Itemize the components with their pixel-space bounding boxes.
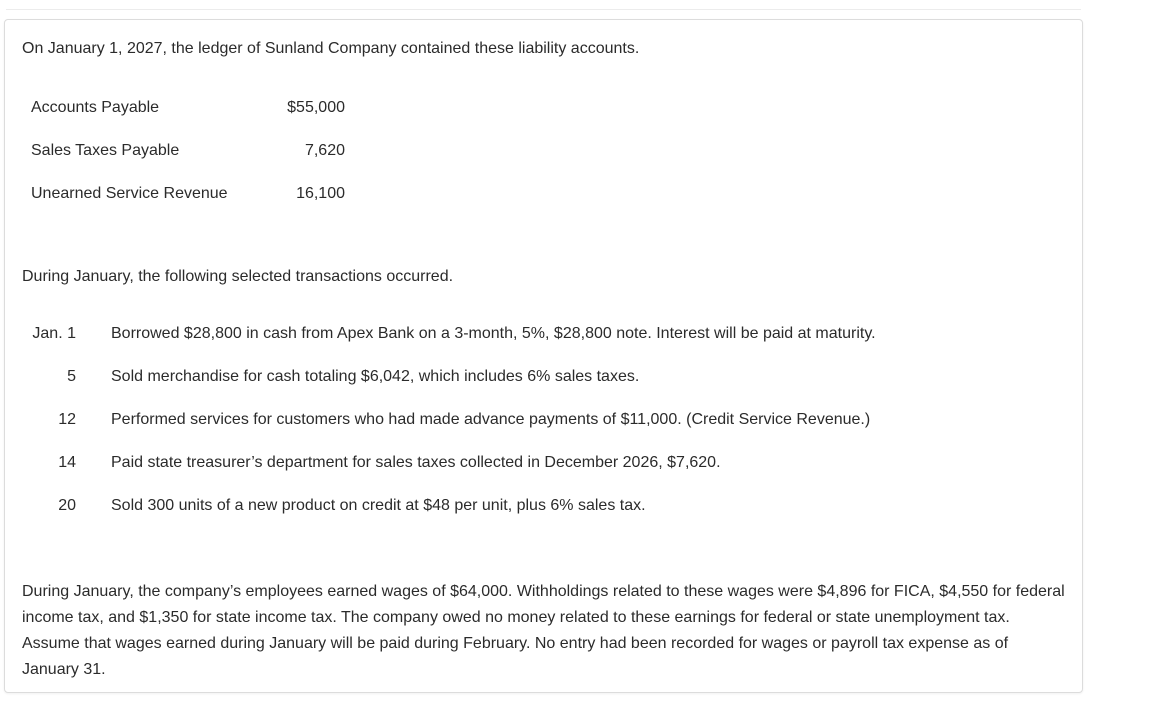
ledger-account-name: Accounts Payable <box>31 99 160 116</box>
transaction-description: Paid state treasurer’s department for sales taxes collected in December 2026, $7,620. <box>111 454 721 471</box>
transaction-date: 20 <box>58 497 76 514</box>
transactions-intro-text: During January, the following selected transactions occurred. <box>22 268 454 285</box>
transaction-description: Sold merchandise for cash totaling $6,042, which includes 6% sales taxes. <box>111 368 640 385</box>
ledger-account-amount: $55,000 <box>287 99 345 116</box>
transaction-date: Jan. 1 <box>32 325 76 342</box>
intro-text: On January 1, 2027, the ledger of Sunland Company contained these liability accounts. <box>22 40 640 57</box>
transaction-description: Borrowed $28,800 in cash from Apex Bank on a 3-month, 5%, $28,800 note. Interest will be paid at maturity. <box>111 325 876 342</box>
transaction-row <box>31 495 1071 538</box>
transaction-row <box>31 323 1071 366</box>
transaction-row <box>31 366 1071 409</box>
ledger-account-amount: 16,100 <box>296 185 345 202</box>
top-divider <box>6 9 1081 10</box>
transaction-description: Sold 300 units of a new product on credit at $48 per unit, plus 6% sales tax. <box>111 497 646 514</box>
wages-paragraph: During January, the company’s employees earned wages of $64,000. Withholdings related to these wages were $4,896 for FICA, $4,550 for federal income tax, and $1,350 for state income tax. The company owed no money related to these earnings for federal or state unemployment tax. Assume that wages earned during January will be paid during February. No entry had been recorded for wages or payroll tax expense as of January 31. <box>22 583 1065 678</box>
ledger-account-name: Sales Taxes Payable <box>31 142 180 159</box>
ledger-row <box>31 97 351 140</box>
ledger-account-amount: 7,620 <box>304 142 345 159</box>
transaction-date: 12 <box>58 411 76 428</box>
ledger-table <box>31 97 351 226</box>
ledger-account-name: Unearned Service Revenue <box>31 185 228 202</box>
transactions-table <box>31 323 1071 538</box>
transaction-date: 14 <box>58 454 76 471</box>
question-card <box>4 19 1083 693</box>
transaction-row <box>31 452 1071 495</box>
ledger-row <box>31 140 351 183</box>
transaction-description: Performed services for customers who had made advance payments of $11,000. (Credit Service Revenue.) <box>111 411 871 428</box>
transaction-row <box>31 409 1071 452</box>
ledger-row <box>31 183 351 226</box>
transaction-date: 5 <box>67 368 76 385</box>
